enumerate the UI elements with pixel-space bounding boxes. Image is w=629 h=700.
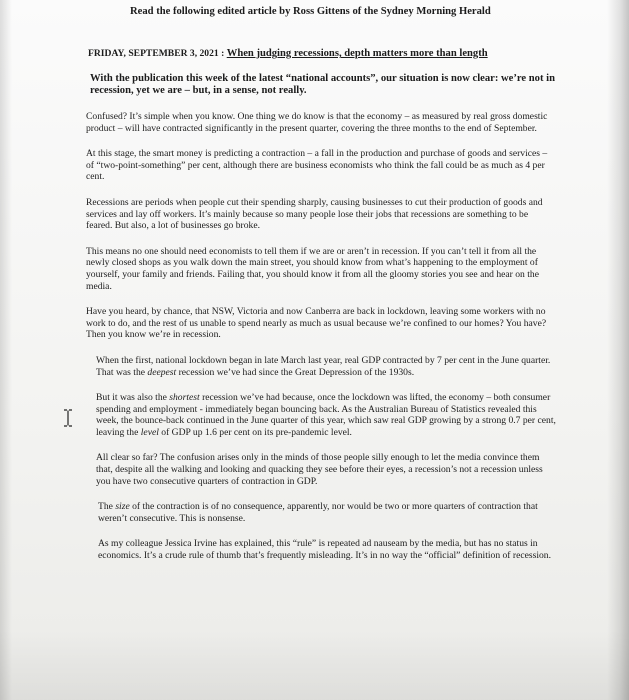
paragraph-5: Have you heard, by chance, that NSW, Victoria and now Canberra are back in lockdown, leaving some workers with no work to do, and the rest of us unable to spend nearly as much as usual because we’re confined to our homes? You have? Then you know we’re in recession. <box>86 306 547 341</box>
paragraph-7-emphasis-b: level <box>140 426 159 438</box>
article-lead: With the publication this week of the latest “national accounts”, our situation is now clear: we’re not in recession, yet we are – but, in a sense, not really. <box>90 73 555 96</box>
right-edge-shadow <box>607 0 629 700</box>
instruction-heading: Read the following edited article by Ross Gittens of the Sydney Morning Herald <box>130 6 491 17</box>
article <box>86 48 556 576</box>
left-edge-shadow <box>0 0 12 700</box>
dateline <box>88 48 556 59</box>
paragraph-6-text-b: recession we’ve had since the Great Depression of the 1930s. <box>176 366 415 378</box>
paragraph-7-text-a: But it was also the <box>96 392 170 404</box>
paragraph-7 <box>96 392 556 438</box>
paragraph-1: Confused? It’s simple when you know. One thing we do know is that the economy – as measured by real gross domestic product – will have contracted significantly in the present quarter, covering the three months to the end of September. <box>86 111 548 134</box>
paragraph-7-emphasis-a: shortest <box>169 392 200 404</box>
bottom-shadow <box>0 630 629 700</box>
paragraph-6-text-a: When the first, national lockdown began in late March last year, real GDP contracted by 7 per cent in the June quarter. That was the <box>96 354 551 378</box>
paragraph-2: At this stage, the smart money is predicting a contraction – a fall in the production and purchase of goods and services – of “two-point-something” per cent, although there are business economists who think the fall could be as much as 4 per cent. <box>86 148 548 183</box>
paragraph-9 <box>98 501 556 524</box>
article-headline: When judging recessions, depth matters more than length <box>226 48 488 59</box>
paragraph-6-emphasis: deepest <box>147 366 177 378</box>
paragraph-3: Recessions are periods when people cut their spending sharply, causing businesses to cut their production of goods and services and lay off workers. It’s mainly because so many people lose their jobs that recessions are something to be feared. But also, a lot of businesses go broke. <box>86 196 543 232</box>
paragraph-8: All clear so far? The confusion arises only in the minds of those people silly enough to let the media convince them that, despite all the walking and looking and quacking they see before their eyes, a recession’s not a recession unless you have two consecutive quarters of contraction in GDP. <box>96 452 543 487</box>
paragraph-9-text-a: The <box>98 501 116 513</box>
paragraph-9-text-b: of the contraction is of no consequence, apparently, nor would be two or more quarters of contraction that weren’t consecutive. This is nonsense. <box>98 501 538 524</box>
paragraph-9-emphasis: size <box>115 501 130 513</box>
paragraph-10: As my colleague Jessica Irvine has explained, this “rule” is repeated ad nauseam by the media, but has no status in economics. It’s a crude rule of thumb that’s frequently misleading. It’s in no way the “official” definition of recession. <box>98 538 551 562</box>
paragraph-7-text-b: recession we’ve had because, once the lockdown was lifted, the economy – both consumer spending and employment - immediately began bouncing back. As the Australian Bureau of Statistics revealed this week, the bounce-back continued in the June quarter of this year, which saw real GDP growing by a strong 0.7 per cent, leaving the <box>96 392 556 438</box>
text-cursor-icon <box>62 409 74 427</box>
paragraph-4: This means no one should need economists to tell them if we are or aren’t in recession. If you can’t tell it from all the newly closed shops as you walk down the main street, you should know from what’s happening to the employment of yourself, your family and friends. Failing that, you should know it from all the gloomy stories you see and hear on the media. <box>86 245 539 292</box>
paragraph-6 <box>96 355 556 378</box>
date-separator: : <box>221 48 225 59</box>
paragraph-7-text-c: of GDP up 1.6 per cent on its pre-pandemic level. <box>158 426 352 438</box>
article-date: FRIDAY, SEPTEMBER 3, 2021 <box>88 48 219 59</box>
